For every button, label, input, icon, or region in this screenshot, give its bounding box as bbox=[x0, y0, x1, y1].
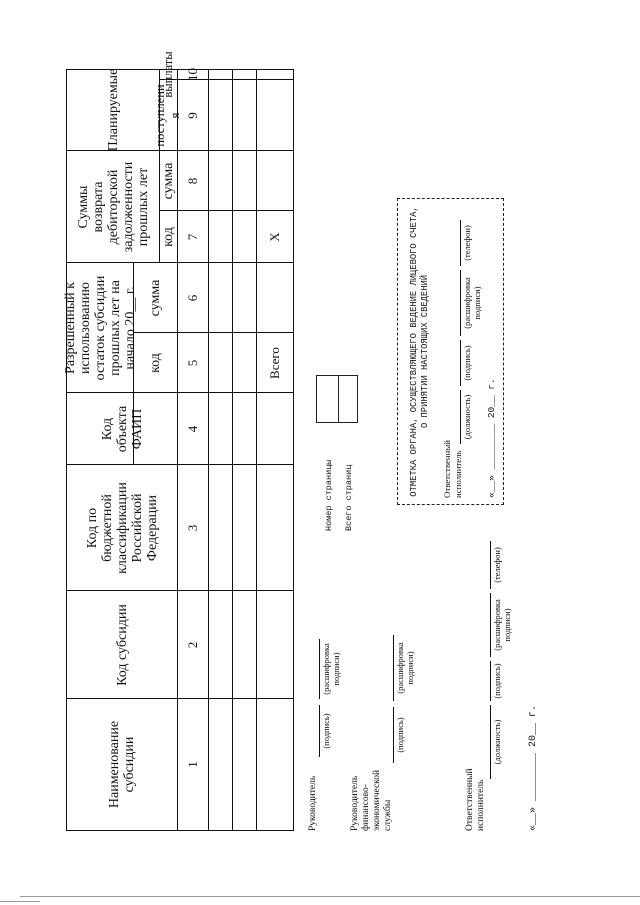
header-faip-code: Код объекта ФАИП bbox=[99, 405, 145, 453]
row-line bbox=[256, 70, 257, 830]
header-refund-sums: Суммы возврата дебиторской задолженности прошлых лет bbox=[75, 161, 151, 253]
mark-phone-line bbox=[460, 220, 461, 266]
column-number: 6 bbox=[184, 294, 200, 302]
header-name: Наименование субсидии bbox=[107, 720, 137, 809]
head-label: Руководитель bbox=[308, 775, 318, 831]
head-decoding-line bbox=[319, 639, 320, 699]
column-number: 5 bbox=[184, 359, 200, 367]
executor-phone-line bbox=[490, 541, 491, 589]
mark-decoding-caption: (расшифровка подписи) bbox=[462, 277, 482, 329]
head-decoding-caption: (расшифровка подписи) bbox=[321, 643, 341, 695]
scan-edge-line bbox=[20, 896, 640, 897]
header-budget-code: Код по бюджетной классификации Российской Федерации bbox=[84, 482, 160, 574]
page-counter-box bbox=[316, 375, 358, 423]
mark-position-caption: (должность) bbox=[462, 394, 472, 440]
column-number: 1 bbox=[184, 761, 200, 768]
executor-label: Ответственный исполнитель bbox=[465, 768, 486, 831]
finance-head-label: Руководитель финансово- экономической службы bbox=[350, 769, 393, 831]
executor-signature-caption: (подпись) bbox=[492, 663, 502, 699]
page-counter-divider bbox=[338, 376, 339, 422]
header-planned-payments: выплаты bbox=[160, 51, 175, 98]
account-mark-box bbox=[397, 198, 504, 505]
executor-position-caption: (должность) bbox=[492, 719, 502, 765]
header-refund-sum: сумма bbox=[160, 162, 176, 200]
finance-signature-line bbox=[393, 707, 394, 763]
header-permitted-code: код bbox=[147, 353, 163, 373]
header-subsidy-code: Код субсидии bbox=[114, 604, 130, 686]
mark-phone-caption: (телефон) bbox=[462, 225, 472, 261]
column-number: 2 bbox=[184, 641, 200, 649]
mark-signature-line bbox=[460, 340, 461, 386]
column-number: 10 bbox=[184, 68, 200, 81]
row-line bbox=[208, 70, 209, 830]
total-label: Всего bbox=[266, 347, 282, 379]
mark-executor-label: Ответственный исполнитель bbox=[442, 440, 463, 498]
header-refund-code: код bbox=[160, 227, 176, 247]
date-line: «__» ________ 20__ г. bbox=[528, 704, 539, 831]
head-signature-line bbox=[319, 705, 320, 757]
executor-position-line bbox=[490, 705, 491, 779]
executor-signature-line bbox=[490, 661, 491, 701]
header-permitted-sum: сумма bbox=[147, 279, 163, 317]
mark-title-line2: О ПРИНЯТИИ НАСТОЯЩИХ СВЕДЕНИЙ bbox=[420, 274, 430, 429]
mark-position-line bbox=[460, 390, 461, 444]
page-number-label: Номер страницы bbox=[324, 459, 334, 531]
row-line bbox=[232, 70, 233, 830]
mark-title-line1: ОТМЕТКА ОРГАНА, ОСУЩЕСТВЛЯЮЩЕГО ВЕДЕНИЕ ЛИЦЕВОГО СЧЕТА, bbox=[409, 206, 419, 497]
finance-signature-caption: (подпись) bbox=[395, 717, 405, 753]
finance-decoding-caption: (расшифровка подписи) bbox=[395, 642, 415, 694]
executor-decoding-caption: (расшифровка подписи) bbox=[492, 599, 512, 651]
column-number: 4 bbox=[184, 425, 200, 433]
header-planned-receipts: поступлени я bbox=[153, 84, 182, 147]
column-number: 3 bbox=[184, 524, 200, 532]
subsidy-table bbox=[62, 51, 294, 831]
column-number: 8 bbox=[184, 177, 200, 185]
total-refund-code: X bbox=[266, 232, 282, 242]
scan-edge-line bbox=[0, 901, 40, 902]
executor-phone-caption: (телефон) bbox=[492, 547, 502, 583]
header-permitted-balance: Разрешенный к использованию остаток субсидии прошлых лет на начало 20__ г. bbox=[62, 275, 138, 381]
finance-decoding-line bbox=[393, 635, 394, 701]
column-number: 9 bbox=[184, 112, 200, 119]
total-pages-label: Всего страниц bbox=[344, 464, 354, 531]
executor-decoding-line bbox=[490, 593, 491, 657]
head-signature-caption: (подпись) bbox=[321, 713, 331, 749]
mark-date-line: «__» ________ 20__ г. bbox=[486, 378, 497, 498]
mark-signature-caption: (подпись) bbox=[462, 345, 472, 381]
column-number: 7 bbox=[184, 233, 200, 241]
mark-decoding-line bbox=[460, 270, 461, 336]
header-planned: Планируемые bbox=[105, 68, 121, 152]
